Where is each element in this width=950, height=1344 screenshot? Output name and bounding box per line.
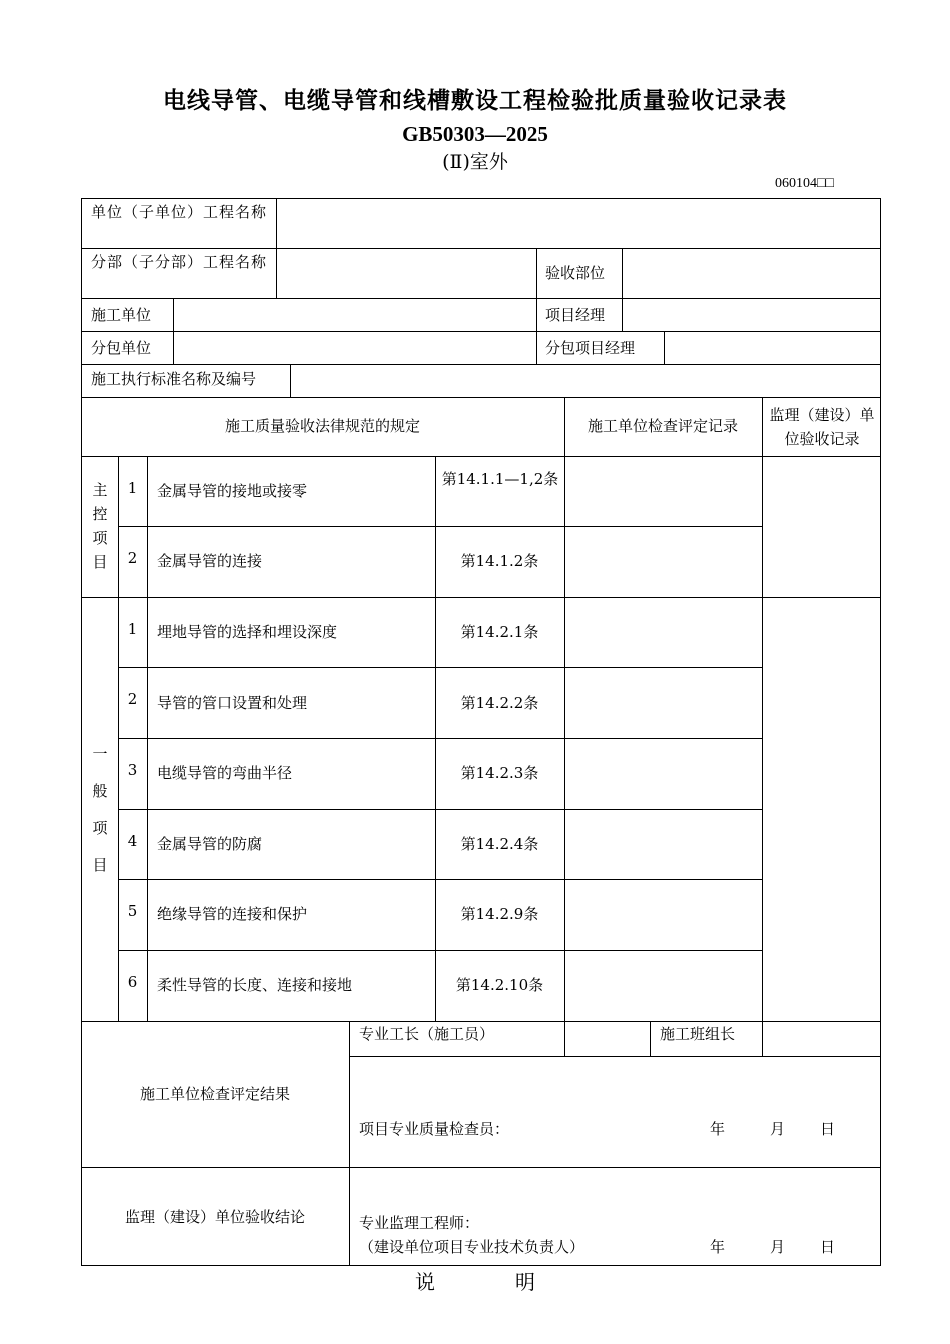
general-item-clause: 第14.2.4条 [460, 835, 539, 853]
standard-name-label: 施工执行标准名称及编号 [91, 370, 257, 388]
supervision-record-column-header: 监理（建设）单位验收记录 [769, 406, 875, 448]
result-day: 日 [820, 1120, 836, 1138]
general-item-no: 4 [127, 832, 138, 850]
col-line [664, 331, 665, 364]
construction-result-label: 施工单位检查评定结果 [139, 1085, 290, 1103]
document-subtitle: (Ⅱ)室外 [442, 151, 508, 173]
main-item-name: 金属导管的连接 [157, 552, 263, 570]
supervising-engineer-label: 专业监理工程师： [359, 1214, 480, 1232]
table-border-top [81, 198, 881, 199]
general-item-clause: 第14.2.3条 [460, 764, 539, 782]
row-line [118, 738, 763, 739]
table-border-right [880, 198, 881, 1266]
row-line [118, 879, 763, 880]
general-item-name: 导管的管口设置和处理 [157, 694, 308, 712]
result-month: 月 [770, 1120, 786, 1138]
general-item-no: 3 [127, 761, 138, 779]
row-line [81, 248, 881, 249]
general-item-clause: 第14.2.10条 [455, 976, 544, 994]
col-line [290, 364, 291, 397]
col-line [276, 198, 277, 298]
supervision-conclusion-label: 监理（建设）单位验收结论 [124, 1208, 305, 1226]
row-line [81, 397, 881, 398]
col-line [564, 397, 565, 1057]
acceptance-part-label: 验收部位 [545, 264, 606, 282]
result-year: 年 [710, 1120, 726, 1138]
general-item-name: 电缆导管的弯曲半径 [157, 764, 293, 782]
main-items-group-label: 主控项目 [92, 481, 108, 571]
conclusion-day: 日 [820, 1238, 836, 1256]
construction-unit-label: 施工单位 [91, 306, 152, 324]
col-line [118, 456, 119, 1021]
subcontract-unit-label: 分包单位 [91, 339, 152, 357]
foreman-label: 专业工长（施工员） [359, 1025, 495, 1043]
row-line [81, 597, 881, 598]
row-line [81, 364, 881, 365]
owner-representative-label: （建设单位项目专业技术负责人） [359, 1238, 585, 1256]
general-items-group-label: 一般项目 [92, 745, 108, 874]
general-item-no: 6 [127, 973, 138, 991]
col-line [762, 397, 763, 1057]
check-record-column-header: 施工单位检查评定记录 [587, 417, 738, 435]
general-item-clause: 第14.2.9条 [460, 905, 539, 923]
main-item-no: 2 [127, 549, 138, 567]
general-item-clause: 第14.2.2条 [460, 694, 539, 712]
row-line [81, 298, 881, 299]
col-line [173, 298, 174, 364]
row-line [81, 1167, 881, 1168]
main-item-name: 金属导管的接地或接零 [157, 482, 308, 500]
row-line [118, 526, 763, 527]
row-line [81, 456, 881, 457]
project-manager-label: 项目经理 [545, 306, 606, 324]
conclusion-year: 年 [710, 1238, 726, 1256]
general-item-name: 埋地导管的选择和埋设深度 [157, 623, 338, 641]
standard-code: GB50303—2025 [402, 122, 548, 146]
row-line [118, 667, 763, 668]
main-item-clause: 第14.1.1—1,2条 [441, 470, 559, 488]
general-item-name: 绝缘导管的连接和保护 [157, 905, 308, 923]
general-item-no: 5 [127, 902, 138, 920]
main-item-clause: 第14.1.2条 [460, 552, 539, 570]
row-line [118, 950, 763, 951]
col-line [622, 248, 623, 331]
spec-column-header: 施工质量验收法律规范的规定 [224, 417, 420, 435]
general-item-no: 1 [127, 620, 138, 638]
general-item-no: 2 [127, 690, 138, 708]
footer-heading: 说明 [415, 1270, 615, 1294]
sub-project-label: 分部（子分部）工程名称 [91, 253, 268, 271]
row-line [81, 331, 881, 332]
form-code: 060104□□ [775, 176, 834, 191]
conclusion-month: 月 [770, 1238, 786, 1256]
main-item-no: 1 [127, 479, 138, 497]
row-line [349, 1056, 881, 1057]
col-line [536, 248, 537, 364]
general-item-name: 柔性导管的长度、连接和接地 [157, 976, 353, 994]
col-line [147, 456, 148, 1021]
unit-project-label: 单位（子单位）工程名称 [91, 203, 268, 221]
col-line [650, 1021, 651, 1057]
team-leader-label: 施工班组长 [660, 1025, 736, 1043]
subcontract-manager-label: 分包项目经理 [545, 339, 636, 357]
general-item-name: 金属导管的防腐 [157, 835, 263, 853]
general-item-clause: 第14.2.1条 [460, 623, 539, 641]
quality-inspector-label: 项目专业质量检查员： [359, 1120, 510, 1138]
document-title: 电线导管、电缆导管和线槽敷设工程检验批质量验收记录表 [163, 88, 787, 114]
row-line [118, 809, 763, 810]
col-line [435, 456, 436, 1021]
col-line [349, 1021, 350, 1266]
